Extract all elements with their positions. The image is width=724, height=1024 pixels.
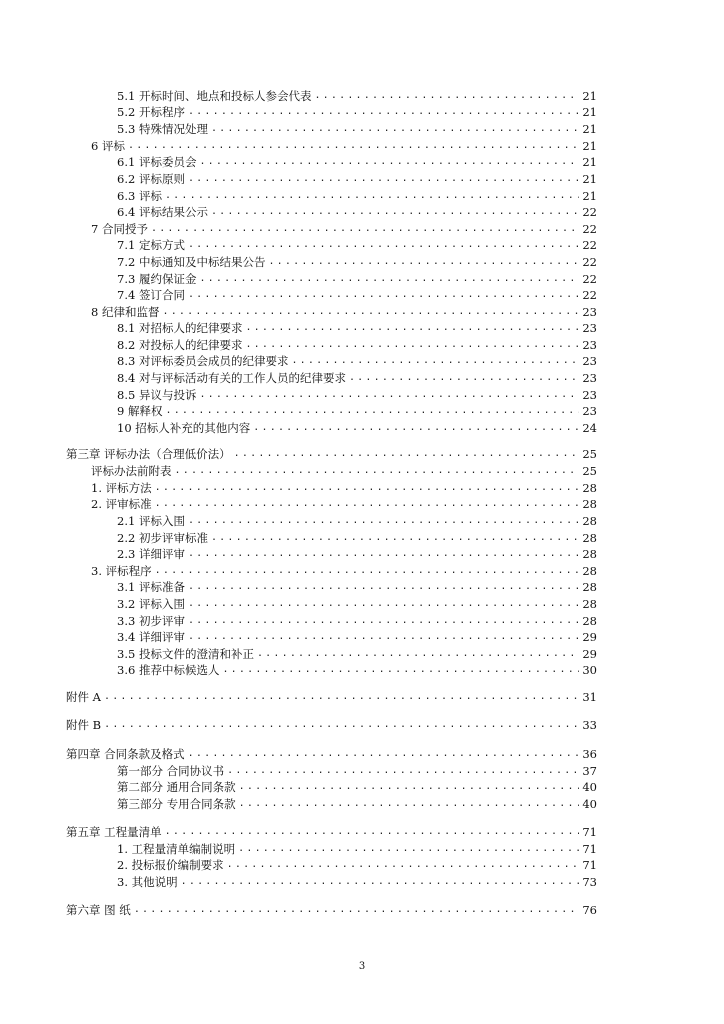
toc-entry-title: 5.2 开标程序 [117, 105, 185, 119]
toc-entry-page: 28 [582, 564, 597, 578]
dot-leader [199, 387, 579, 403]
toc-entry-title: 7.2 中标通知及中标结果公告 [117, 255, 266, 269]
dot-leader [188, 237, 579, 253]
toc-entry-appendix-b [66, 717, 597, 733]
toc-entry-7-1 [117, 237, 597, 253]
toc-entry-8-4 [117, 370, 597, 386]
dot-leader [165, 188, 579, 204]
toc-entry-title: 第五章 工程量清单 [66, 825, 162, 839]
toc-entry-title: 10 招标人补充的其他内容 [117, 421, 251, 435]
toc-entry-page: 22 [582, 222, 597, 236]
toc-entry-8-5 [117, 387, 597, 403]
toc-entry-ch4-part-2 [117, 779, 597, 795]
toc-entry-evaluation-appendix-table [91, 463, 597, 479]
dot-leader [188, 104, 579, 120]
toc-entry-page: 29 [582, 630, 597, 644]
toc-entry-page: 71 [582, 842, 597, 856]
dot-leader [227, 857, 580, 873]
toc-entry-ch3-3-1 [117, 579, 597, 595]
toc-entry-title: 3.4 详细评审 [117, 630, 185, 644]
toc-entry-title: 第三部分 专用合同条款 [117, 797, 236, 811]
dot-leader [128, 138, 579, 154]
toc-entry-page: 28 [582, 547, 597, 561]
toc-entry-title: 6 评标 [91, 139, 125, 153]
toc-entry-page: 22 [582, 205, 597, 219]
toc-entry-page: 25 [582, 447, 597, 461]
toc-entry-title: 3.6 推荐中标候选人 [117, 663, 220, 677]
toc-entry-title: 附件 B [66, 718, 102, 732]
dot-leader [257, 646, 579, 662]
page-number: 3 [358, 961, 366, 972]
toc-entry-page: 22 [582, 272, 597, 286]
toc-entry-page: 33 [582, 718, 597, 732]
toc-entry-page: 24 [582, 421, 597, 435]
toc-entry-title: 2.1 评标入围 [117, 514, 185, 528]
toc-entry-page: 28 [582, 514, 597, 528]
toc-entry-title: 2. 评审标准 [91, 497, 152, 511]
toc-entry-page: 71 [582, 825, 597, 839]
toc-entry-ch3-3 [91, 563, 597, 579]
toc-entry-title: 6.2 评标原则 [117, 172, 185, 186]
toc-entry-page: 23 [582, 371, 597, 385]
toc-entry-title: 8.2 对投标人的纪律要求 [117, 338, 243, 352]
toc-entry-9 [117, 403, 597, 419]
toc-entry-page: 22 [582, 288, 597, 302]
toc-entry-title: 6.3 评标 [117, 189, 162, 203]
dot-leader [151, 221, 579, 237]
toc-entry-chapter-6 [66, 902, 597, 918]
toc-entry-page: 31 [582, 690, 597, 704]
dot-leader [238, 841, 579, 857]
toc-entry-page: 21 [582, 139, 597, 153]
toc-entry-title: 8.4 对与评标活动有关的工作人员的纪律要求 [117, 371, 346, 385]
dot-leader [227, 763, 579, 779]
toc-entry-title: 8.3 对评标委员会成员的纪律要求 [117, 354, 289, 368]
toc-entry-ch5-1 [117, 841, 597, 857]
toc-entry-page: 71 [582, 858, 597, 872]
toc-entry-title: 3.5 投标文件的澄清和补正 [117, 647, 254, 661]
dot-leader [211, 121, 579, 137]
toc-entry-6-4 [117, 204, 597, 220]
toc-entry-title: 5.3 特殊情况处理 [117, 122, 208, 136]
dot-leader [188, 171, 579, 187]
toc-entry-5-3 [117, 121, 597, 137]
dot-leader [239, 779, 580, 795]
toc-entry-7-3 [117, 271, 597, 287]
toc-entry-page: 23 [582, 321, 597, 335]
toc-entry-title: 7.1 定标方式 [117, 238, 185, 252]
dot-leader [188, 596, 579, 612]
toc-entry-ch4-part-1 [117, 763, 597, 779]
dot-leader [175, 463, 580, 479]
toc-entry-ch3-2-1 [117, 513, 597, 529]
toc-entry-page: 21 [582, 172, 597, 186]
toc-entry-title: 2.2 初步评审标准 [117, 531, 208, 545]
toc-entry-title: 5.1 开标时间、地点和投标人参会代表 [117, 89, 312, 103]
toc-entry-page: 73 [582, 875, 597, 889]
dot-leader [188, 513, 579, 529]
toc-entry-8-3 [117, 353, 597, 369]
toc-entry-title: 7.3 履约保证金 [117, 272, 197, 286]
dot-leader [349, 370, 579, 386]
dot-leader [155, 496, 580, 512]
toc-entry-title: 评标办法前附表 [91, 464, 172, 478]
toc-entry-page: 28 [582, 597, 597, 611]
toc-entry-page: 22 [582, 255, 597, 269]
toc-entry-title: 3.3 初步评审 [117, 614, 185, 628]
toc-entry-title: 第六章 图 纸 [66, 903, 131, 917]
toc-entry-chapter-4 [66, 746, 597, 762]
toc-entry-6 [91, 138, 597, 154]
toc-entry-title: 8.5 异议与投诉 [117, 388, 197, 402]
toc-entry-title: 第二部分 通用合同条款 [117, 780, 236, 794]
toc-entry-8-2 [117, 337, 597, 353]
toc-entry-title: 3.1 评标准备 [117, 580, 185, 594]
dot-leader [188, 546, 579, 562]
dot-leader [253, 420, 579, 436]
dot-leader [199, 271, 579, 287]
toc-entry-title: 8.1 对招标人的纪律要求 [117, 321, 243, 335]
toc-entry-page: 23 [582, 404, 597, 418]
toc-entry-page: 21 [582, 89, 597, 103]
toc-entry-7-2 [117, 254, 597, 270]
toc-entry-page: 28 [582, 481, 597, 495]
toc-entry-6-3 [117, 188, 597, 204]
toc-entry-page: 36 [582, 747, 597, 761]
toc-entry-page: 21 [582, 105, 597, 119]
toc-entry-title: 附件 A [66, 690, 101, 704]
dot-leader [199, 154, 579, 170]
toc-entry-page: 28 [582, 614, 597, 628]
dot-leader [291, 353, 579, 369]
toc-entry-page: 23 [582, 354, 597, 368]
dot-leader [155, 480, 580, 496]
toc-entry-page: 23 [582, 388, 597, 402]
toc-entry-page: 22 [582, 238, 597, 252]
toc-entry-title: 1. 工程量清单编制说明 [117, 842, 236, 856]
toc-entry-ch3-3-4 [117, 629, 597, 645]
toc-entry-ch4-part-3 [117, 796, 597, 812]
dot-leader [234, 446, 580, 462]
toc-entry-title: 6.4 评标结果公示 [117, 205, 208, 219]
dot-leader [239, 796, 580, 812]
dot-leader [181, 874, 580, 890]
dot-leader [104, 717, 579, 733]
toc-entry-ch3-2-2 [117, 530, 597, 546]
toc-entry-chapter-3 [66, 446, 597, 462]
toc-entry-8 [91, 304, 597, 320]
toc-entry-title: 2. 投标报价编制要求 [117, 858, 224, 872]
toc-entry-title: 8 纪律和监督 [91, 305, 160, 319]
toc-entry-page: 37 [582, 764, 597, 778]
dot-leader [222, 662, 579, 678]
toc-entry-page: 25 [582, 464, 597, 478]
toc-entry-7 [91, 221, 597, 237]
toc-entry-page: 23 [582, 305, 597, 319]
dot-leader [188, 629, 579, 645]
dot-leader [268, 254, 579, 270]
toc-entry-title: 7.4 签订合同 [117, 288, 185, 302]
dot-leader [165, 403, 579, 419]
dot-leader [314, 88, 579, 104]
toc-entry-ch3-3-2 [117, 596, 597, 612]
dot-leader [134, 902, 580, 918]
toc-entry-title: 6.1 评标委员会 [117, 155, 197, 169]
dot-leader [245, 320, 579, 336]
dot-leader [155, 563, 580, 579]
toc-entry-ch5-3 [117, 874, 597, 890]
toc-entry-page: 29 [582, 647, 597, 661]
toc-entry-6-1 [117, 154, 597, 170]
toc-entry-title: 3. 评标程序 [91, 564, 152, 578]
toc-entry-page: 30 [582, 663, 597, 677]
toc-entry-ch3-1 [91, 480, 597, 496]
toc-entry-ch3-3-5 [117, 646, 597, 662]
dot-leader [104, 689, 579, 705]
toc-entry-5-1 [117, 88, 597, 104]
toc-entry-page: 21 [582, 189, 597, 203]
toc-entry-page: 21 [582, 122, 597, 136]
toc-entry-title: 7 合同授予 [91, 222, 148, 236]
dot-leader [211, 204, 579, 220]
toc-entry-appendix-a [66, 689, 597, 705]
toc-entry-8-1 [117, 320, 597, 336]
toc-entry-page: 23 [582, 338, 597, 352]
toc-entry-title: 3.2 评标入围 [117, 597, 185, 611]
toc-entry-7-4 [117, 287, 597, 303]
toc-entry-ch3-2-3 [117, 546, 597, 562]
dot-leader [245, 337, 579, 353]
toc-entry-ch3-3-6 [117, 662, 597, 678]
toc-entry-ch5-2 [117, 857, 597, 873]
dot-leader [165, 824, 580, 840]
toc-entry-title: 3. 其他说明 [117, 875, 178, 889]
toc-entry-page: 28 [582, 497, 597, 511]
toc-entry-6-2 [117, 171, 597, 187]
toc-entry-5-2 [117, 104, 597, 120]
dot-leader [188, 287, 579, 303]
toc-entry-10 [117, 420, 597, 436]
toc-entry-page: 28 [582, 580, 597, 594]
toc-entry-ch3-3-3 [117, 613, 597, 629]
toc-entry-chapter-5 [66, 824, 597, 840]
toc-entry-page: 40 [582, 780, 597, 794]
toc-entry-page: 76 [582, 903, 597, 917]
toc-entry-title: 9 解释权 [117, 404, 163, 418]
dot-leader [188, 613, 579, 629]
toc-entry-title: 2.3 详细评审 [117, 547, 185, 561]
toc-entry-page: 40 [582, 797, 597, 811]
toc-entry-title: 第一部分 合同协议书 [117, 764, 225, 778]
dot-leader [188, 579, 579, 595]
toc-entry-page: 21 [582, 155, 597, 169]
dot-leader [211, 530, 579, 546]
toc-entry-title: 第四章 合同条款及格式 [66, 747, 185, 761]
toc-entry-title: 第三章 评标办法（合理低价法） [66, 447, 231, 461]
toc-entry-title: 1. 评标方法 [91, 481, 152, 495]
dot-leader [188, 746, 580, 762]
toc-entry-ch3-2 [91, 496, 597, 512]
dot-leader [162, 304, 579, 320]
toc-entry-page: 28 [582, 531, 597, 545]
